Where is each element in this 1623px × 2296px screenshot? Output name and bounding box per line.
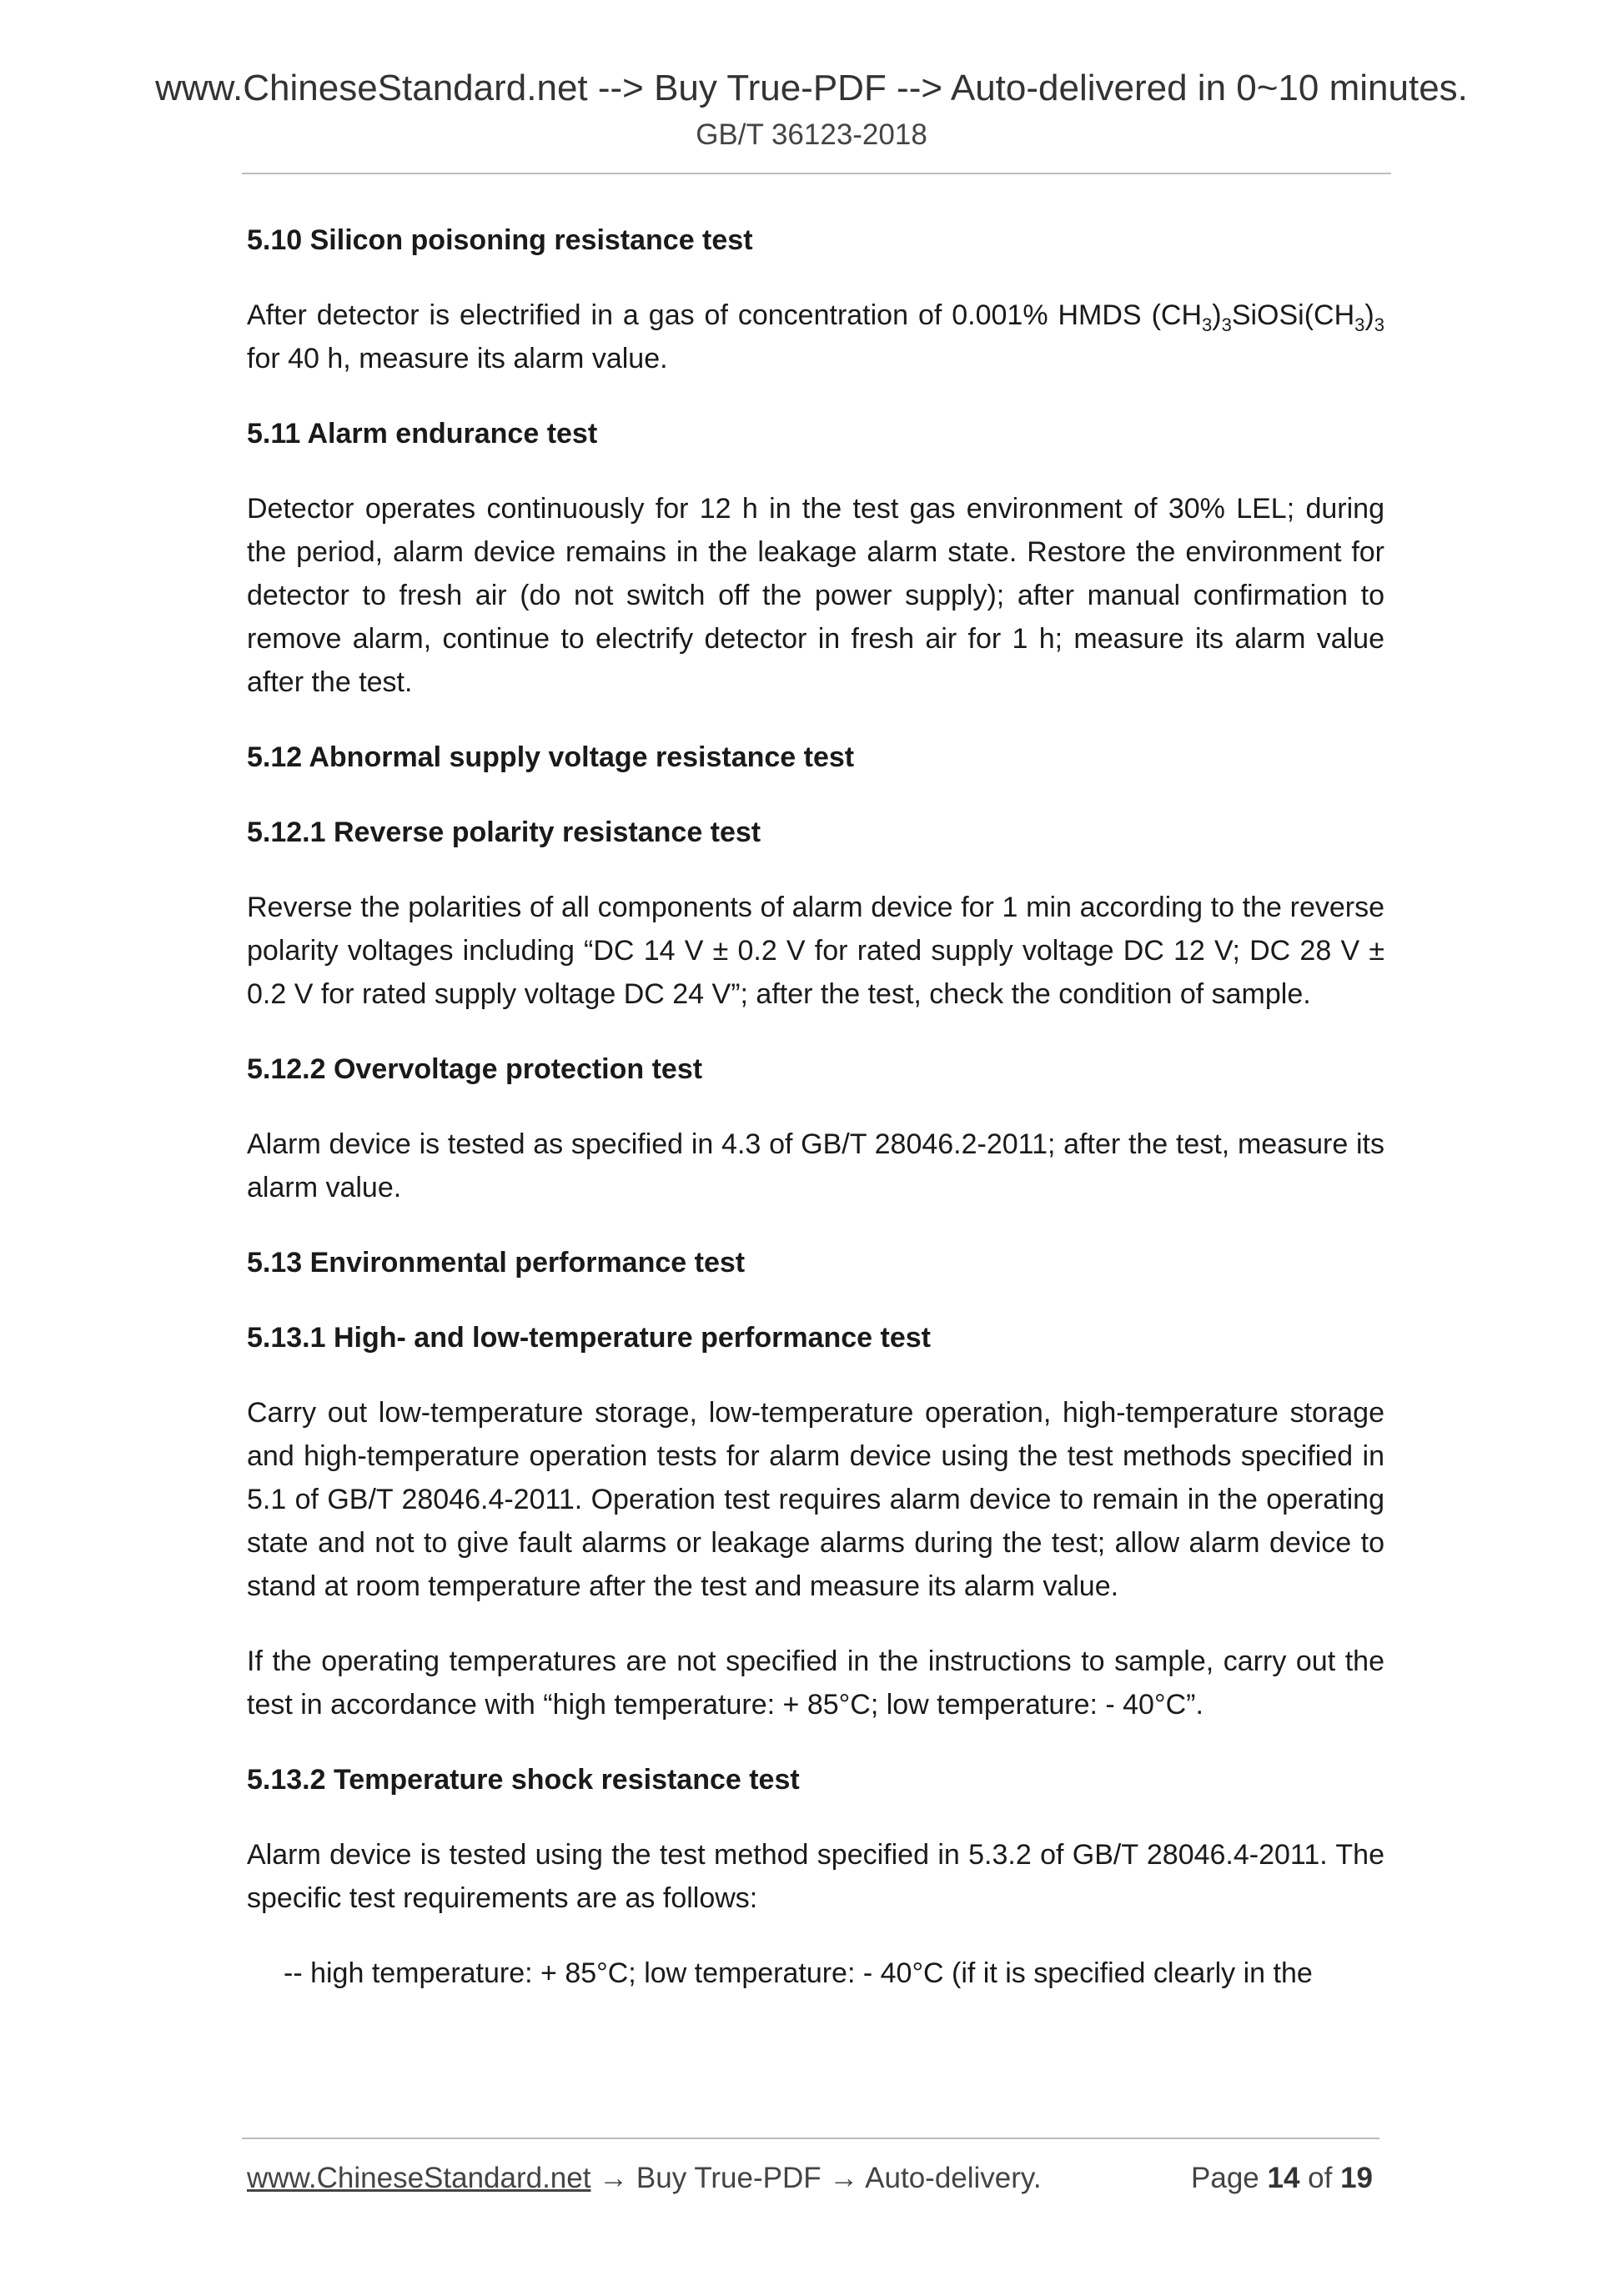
- paragraph-5-12-2: Alarm device is tested as specified in 4.3 of GB/T 28046.2-2011; after the test, measure its alarm value.: [247, 1128, 1384, 1203]
- text-run: for 40 h, measure its alarm value.: [247, 343, 668, 374]
- heading-5-13-2: 5.13.2 Temperature shock resistance test: [247, 1764, 800, 1796]
- paragraph-5-11: Detector operates continuously for 12 h in the test gas environment of 30% LEL; during the period, alarm device remains in the leakage alarm state. Restore the environment for detector to fresh air (do not switch off the power supply); after manual confirmation to remove alarm, continue to electrify detector in fresh air for 1 h; measure its alarm value after the test.: [247, 493, 1384, 698]
- text-run: SiOSi(CH: [1231, 299, 1355, 331]
- text-run: ): [1364, 299, 1374, 331]
- paragraph-5-12-1: Reverse the polarities of all components of alarm device for 1 min according to the reverse polarity voltages including “DC 14 V ± 0.2 V for rated supply voltage DC 12 V; DC 28 V ± 0.2 V for rated supply voltage DC 24 V”; after the test, check the condition of sample.: [247, 892, 1384, 1010]
- paragraph-5-13-1-b: If the operating temperatures are not specified in the instructions to sample, carry out the test in accordance with “high temperature: + 85°C; low temperature: - 40°C”.: [247, 1645, 1384, 1721]
- heading-5-12-2: 5.12.2 Overvoltage protection test: [247, 1053, 703, 1085]
- text-run: After detector is electrified in a gas of concentration of 0.001% HMDS (CH: [247, 299, 1202, 331]
- subscript: 3: [1354, 314, 1365, 335]
- top-banner: www.ChineseStandard.net --> Buy True-PDF --> Auto-delivered in 0~10 minutes.: [155, 68, 1468, 108]
- page-footer: [247, 2158, 1379, 2198]
- header-divider: [242, 173, 1391, 174]
- heading-5-13: 5.13 Environmental performance test: [247, 1247, 746, 1279]
- heading-5-12-1: 5.12.1 Reverse polarity resistance test: [247, 816, 761, 848]
- footer-tagline: → Buy True-PDF → Auto-delivery.: [590, 2162, 1042, 2194]
- text-run: ): [1212, 299, 1222, 331]
- paragraph-5-13-1-a: Carry out low-temperature storage, low-temperature operation, high-temperature storage and high-temperature operation tests for alarm device using the test methods specified in 5.1 of GB/T 28046.4-2011. Operation test requires alarm device to remain in the operating state and not to give fault alarms or leakage alarms during the test; allow alarm device to stand at room temperature after the test and measure its alarm value.: [247, 1397, 1384, 1602]
- paragraph-5-10: [247, 294, 1384, 380]
- standard-code: GB/T 36123-2018: [696, 118, 927, 151]
- heading-5-10: 5.10 Silicon poisoning resistance test: [247, 224, 753, 256]
- heading-5-11: 5.11 Alarm endurance test: [247, 418, 598, 450]
- of-label: of: [1299, 2162, 1341, 2194]
- paragraph-5-13-2: Alarm device is tested using the test method specified in 5.3.2 of GB/T 28046.4-2011. The specific test requirements are as follows:: [247, 1839, 1384, 1914]
- document-body: [247, 219, 1384, 1995]
- page-label: Page: [1191, 2162, 1268, 2194]
- footer-site-link[interactable]: www.ChineseStandard.net: [247, 2162, 591, 2194]
- list-item: -- high temperature: + 85°C; low temperature: - 40°C (if it is specified clearly in the: [284, 1957, 1313, 1989]
- page-total: 19: [1340, 2162, 1373, 2194]
- heading-5-12: 5.12 Abnormal supply voltage resistance test: [247, 741, 855, 773]
- heading-5-13-1: 5.13.1 High- and low-temperature performance test: [247, 1322, 931, 1354]
- page-indicator: [1191, 2158, 1373, 2198]
- subscript: 3: [1374, 314, 1384, 335]
- subscript: 3: [1202, 314, 1213, 335]
- subscript: 3: [1221, 314, 1232, 335]
- footer-divider: [242, 2138, 1379, 2139]
- page-number: 14: [1267, 2162, 1300, 2194]
